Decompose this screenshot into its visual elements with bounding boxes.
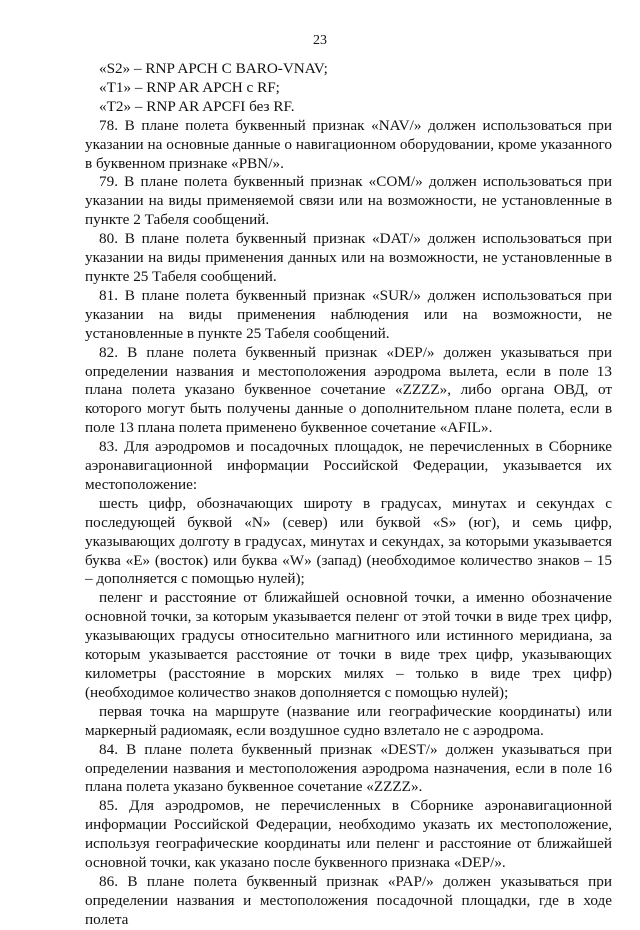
paragraph-78: 78. В плане полета буквенный признак «NAV/» должен использоваться при указании на основные данные о навигационном оборудовании, кроме указанного в буквенном признаке «PBN/». [85, 116, 612, 172]
paragraph-81: 81. В плане полета буквенный признак «SUR/» должен использоваться при указании на виды применения наблюдения или на возможности, не установленные в пункте 25 Табеля сообщений. [85, 286, 612, 342]
paragraph-83: 83. Для аэродромов и посадочных площадок, не перечисленных в Сборнике аэронавигационной информации Российской Федерации, указывается их местоположение: [85, 438, 612, 493]
paragraph-85: 85. Для аэродромов, не перечисленных в Сборнике аэронавигационной информации Российской Федерации, необходимо указать их местоположение, используя географические координаты или пеленг и расстояние от ближайшей основной точки, как указано после буквенного признака «DEP/». [85, 797, 612, 872]
paragraph-82: 82. В плане полета буквенный признак «DEP/» должен указываться при определении названия и местоположения аэродрома вылета, если в поле 13 плана полета указано буквенное сочетание «ZZZZ», либо органа ОВД, от которого могут быть получены данные о дополнительном плане полета, если в поле 13 плана полета применено буквенное сочетание «AFIL». [85, 343, 612, 437]
list-item-t2: «T2» – RNP AR APCFI без RF. [99, 97, 295, 115]
paragraph-83-first-point: первая точка на маршруте (название или географические координаты) или маркерный радиомаяк, если воздушное судно взлетало не с аэродрома. [85, 702, 612, 739]
list-item-s2: «S2» – RNP APCH С BARO-VNAV; [99, 60, 328, 77]
paragraph-83-bearing: пеленг и расстояние от ближайшей основной точки, а именно обозначение основной точки, за которым указывается пеленг от этой точки в виде трех цифр, указывающих градусы относительно магнитного или истинного меридиана, за которым указывается расстояние от точки в виде трех цифр, указывающих километры (расстояние в морских милях – только в виде трех цифр) (необходимое количество знаков дополняется с помощью нулей); [85, 589, 612, 701]
paragraph-80: 80. В плане полета буквенный признак «DAT/» должен использоваться при указании на виды применения данных или на возможности, не установленные в пункте 25 Табеля сообщений. [85, 230, 612, 285]
page-number: 23 [313, 33, 327, 48]
paragraph-79: 79. В плане полета буквенный признак «COM/» должен использоваться при указании на виды применяемой связи или на возможности, не установленные в пункте 2 Табеля сообщений. [85, 173, 612, 229]
paragraph-83-coordinates: шесть цифр, обозначающих широту в градусах, минутах и секундах с последующей буквой «N» (север) или буквой «S» (юг), и семь цифр, указывающих долготу в градусах, минутах и секундах, за которыми указывается буква «E» (восток) или буква «W» (запад) (необходимое количество знаков – 15 – дополняется с помощью нулей); [85, 494, 612, 588]
list-item-t1: «T1» – RNP AR APCH с RF; [99, 78, 280, 96]
document-body [85, 60, 612, 930]
paragraph-84: 84. В плане полета буквенный признак «DEST/» должен указываться при определении названия и местоположения аэродрома назначения, если в поле 16 плана полета указано буквенное сочетание «ZZZZ». [85, 740, 612, 796]
paragraph-86: 86. В плане полета буквенный признак «PAP/» должен указываться при определении названия и местоположения посадочной площадки, где в ходе полета [85, 872, 612, 928]
